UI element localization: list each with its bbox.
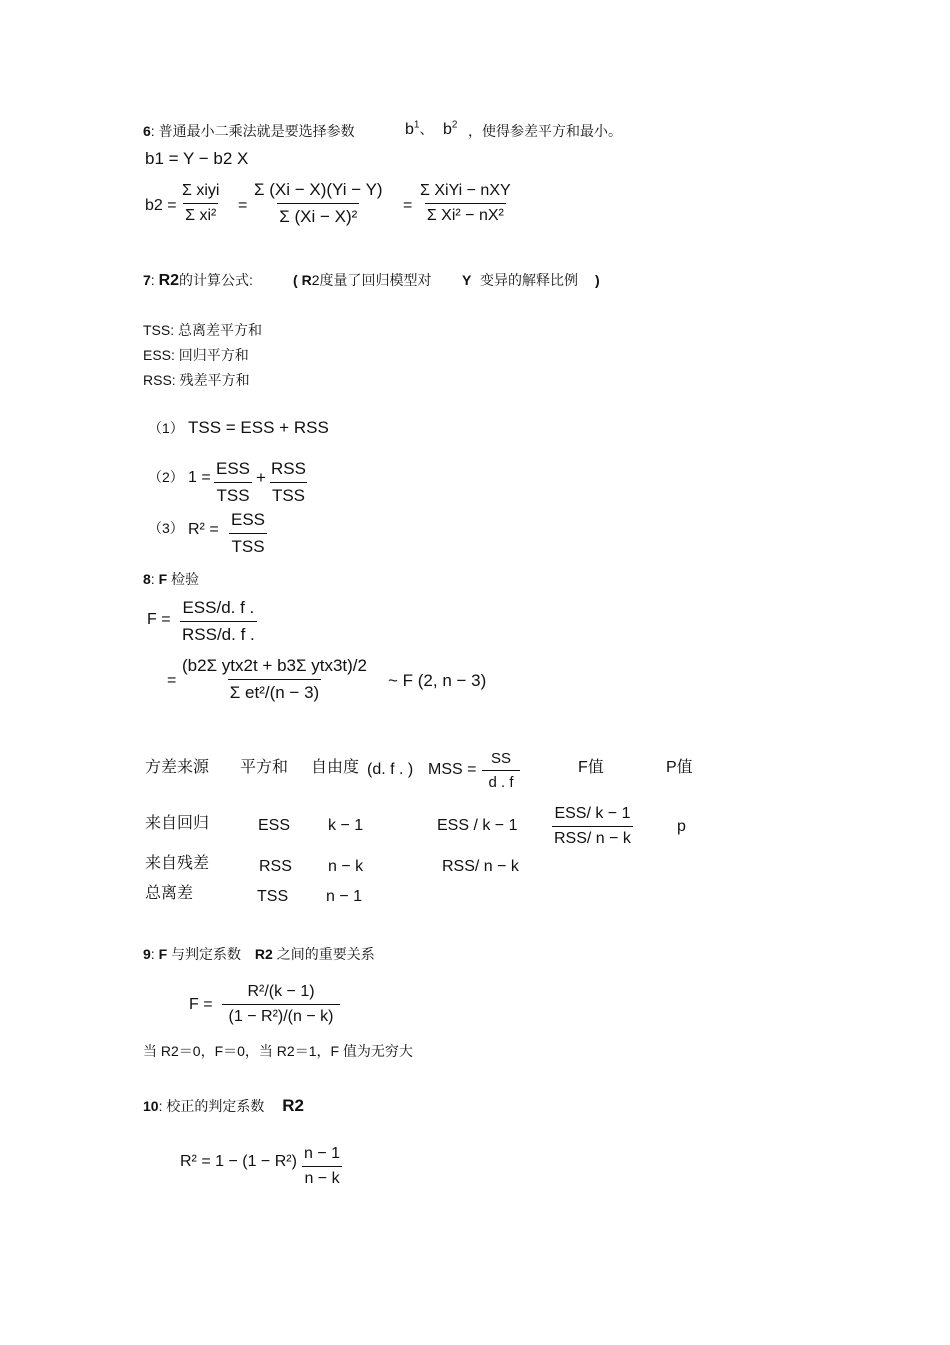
- equals-sign: =: [167, 672, 177, 689]
- cell-ss: TSS: [257, 888, 289, 905]
- f-r2-lhs: F =: [189, 996, 213, 1013]
- formula-label-1: （1）: [148, 420, 184, 436]
- cell-df: k − 1: [328, 817, 364, 834]
- param-b2: $b^2$: [443, 119, 458, 138]
- cell-ss: ESS: [258, 817, 291, 834]
- header-source: 方差来源: [145, 759, 210, 776]
- fraction-b2-2: $\frac{\Sigma (Xi - X)(Yi - Y)}{\text{Σ (Xi − X)²}}$: [254, 180, 383, 226]
- header-ss: 平方和: [240, 759, 289, 776]
- cell-df: n − 1: [326, 888, 363, 905]
- fraction-f-expanded: (b2Σ ytx2t + b3Σ ytx3t)/2 Σ et²/(n − 3): [182, 656, 367, 702]
- header-mss: MSS =: [428, 761, 477, 778]
- formula-2-lhs: 1 =: [188, 469, 211, 486]
- section-number: 6: [143, 123, 151, 139]
- section-10-heading: 10: 校正的判定系数 R2: [143, 1096, 304, 1115]
- header-df: 自由度: [311, 759, 360, 776]
- definition-rss: RSS: 残差平方和: [143, 372, 250, 388]
- paren-close: ): [595, 272, 600, 288]
- plus-sign: +: [256, 468, 266, 487]
- param-b1: $b^1$、: [405, 119, 434, 138]
- cell-ss: RSS: [259, 858, 292, 875]
- header-f: F值: [578, 759, 604, 776]
- header-df-symbol: (d. f . ): [367, 761, 414, 778]
- section-number: 10: [143, 1098, 159, 1114]
- section-8-heading: 8: F 检验: [143, 571, 200, 587]
- section-7-note: ( R2度量了回归模型对: [293, 272, 432, 288]
- cell-source: 总离差: [145, 885, 194, 902]
- fraction-f-r2: $\frac{\text{R²/(k − 1)}}{\text{(1 − R²)/(n − k)}}$: [222, 983, 340, 1026]
- section-text: 普通最小二乘法就是要选择参数: [158, 123, 355, 139]
- fraction-rss-tss: RSS TSS: [271, 459, 306, 505]
- fraction-f-df: ESS/d. f . RSS/d. f .: [182, 598, 255, 644]
- equation-b2-lhs: b2 =: [145, 197, 177, 214]
- section-7-heading: 7: R2的计算公式:: [143, 272, 253, 289]
- section-text-2: ，使得参差平方和最小。: [468, 123, 622, 139]
- equals-sign: =: [403, 197, 413, 214]
- fraction-ess-tss: ESS TSS: [216, 459, 251, 505]
- f-distribution: ~ F (2, n − 3): [388, 671, 487, 690]
- fraction-adjusted-r2: $\frac{n - 1}{n - k}$: [304, 1145, 341, 1187]
- note-f-r2: 当 R2＝0，F＝0，当 R2＝1，F 值为无穷大: [143, 1043, 413, 1059]
- section-7-note-2: 变异的解释比例: [480, 272, 578, 288]
- formula-label-3: （3）: [148, 520, 184, 536]
- cell-mss: ESS / k − 1: [437, 817, 518, 834]
- cell-df: n − k: [328, 858, 364, 875]
- cell-f-fraction: ESS/ k − 1 RSS/ n − k: [554, 805, 631, 847]
- section-9-heading: 9: F 与判定系数 R2 之间的重要关系: [143, 946, 375, 962]
- definition-ess: ESS: 回归平方和: [143, 347, 249, 363]
- definition-tss: TSS: 总离差平方和: [143, 322, 263, 338]
- fraction-r2: ESS TSS: [231, 510, 266, 556]
- equation-b1: b1 = Y − b2 X: [145, 149, 249, 168]
- header-mss-fraction: $\frac{SS}{d . f}$: [482, 750, 520, 791]
- variable-y: Y: [462, 272, 472, 288]
- cell-p: p: [677, 818, 686, 835]
- f-stat-lhs: F =: [147, 611, 171, 628]
- section-number: 8: [143, 571, 151, 587]
- cell-source: 来自回归: [145, 815, 210, 832]
- adjusted-r2-lhs: R² = 1 − (1 − R²): [180, 1153, 297, 1170]
- formula-3-lhs: R² =: [188, 521, 219, 538]
- header-p: P值: [666, 759, 693, 776]
- section-number: 9: [143, 946, 151, 962]
- cell-source: 来自残差: [145, 855, 210, 872]
- section-number: 7: [143, 272, 151, 288]
- formula-label-2: （2）: [148, 469, 184, 485]
- section-6-heading: 6: 普通最小二乘法就是要选择参数: [143, 123, 355, 139]
- fraction-b2-3: Σ XiYi − nXY Σ Xi² − nX²: [420, 182, 511, 224]
- cell-mss: RSS/ n − k: [442, 858, 519, 875]
- formula-1: TSS = ESS + RSS: [188, 418, 329, 437]
- fraction-b2-1: Σ xiyi Σ xi²: [182, 182, 220, 224]
- equals-sign: =: [238, 197, 248, 214]
